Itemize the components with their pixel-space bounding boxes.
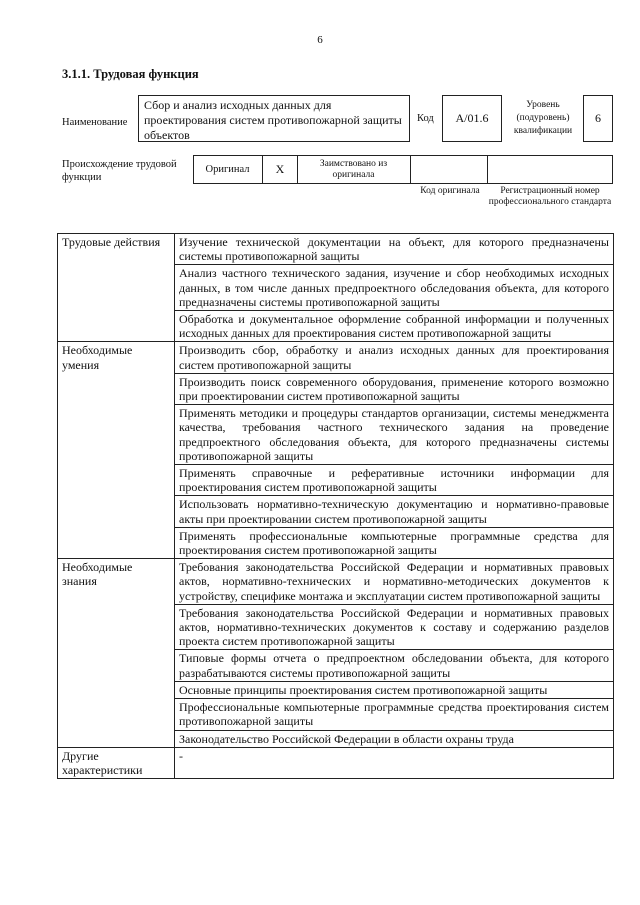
code-original-caption: Код оригинала: [420, 186, 480, 196]
table-row: [58, 373, 614, 404]
row-category: Необходимые знания: [62, 560, 133, 589]
borrowed-cell: [297, 155, 411, 184]
table-row: [58, 681, 614, 698]
section-title: 3.1.1. Трудовая функция: [62, 67, 199, 81]
table-cell: Производить поиск современного оборудования, применение которого возможно при проектировании систем противопожарной защиты: [175, 373, 614, 404]
origin-label: Происхождение трудовой функции: [62, 159, 177, 183]
table-cell: Основные принципы проектирования систем противопожарной защиты: [175, 681, 614, 698]
table-row: [58, 527, 614, 558]
category-cell-continued: [58, 265, 175, 311]
category-cell-continued: [58, 527, 175, 558]
table-cell: Законодательство Российской Федерации в области охраны труда: [175, 730, 614, 747]
category-cell: [58, 234, 175, 265]
row-category: Необходимые умения: [62, 343, 133, 372]
category-cell-continued: [58, 405, 175, 465]
table-row: [58, 699, 614, 730]
table-row: [58, 465, 614, 496]
category-cell-continued: [58, 650, 175, 681]
table-row: [58, 496, 614, 527]
original-mark: X: [275, 162, 285, 176]
table-row: [58, 405, 614, 465]
table-cell: Требования законодательства Российской Федерации и нормативных правовых актов, нормативно-технических и нормативно-методических документов к устройству, специфике монтажа и эксплуатации систем противопожарной защиты: [175, 559, 614, 605]
table-cell: -: [175, 747, 614, 778]
category-cell: [58, 747, 175, 778]
table-cell: Профессиональные компьютерные программные средства проектирования систем противопожарной защиты: [175, 699, 614, 730]
level-value: 6: [595, 111, 601, 125]
table-row: [58, 265, 614, 311]
row-category: Другие характеристики: [62, 748, 143, 777]
original-label: Оригинал: [205, 164, 250, 175]
table-row: [58, 604, 614, 650]
table-row: [58, 311, 614, 342]
table-cell: Обработка и документальное оформление собранной информации и полученных исходных данных для проектирования систем противопожарной защиты: [175, 311, 614, 342]
level-value-box: [583, 95, 613, 142]
name-value: Сбор и анализ исходных данных для проектирования систем противопожарной защиты объектов: [144, 98, 402, 142]
table-row: [58, 342, 614, 373]
origin-divider: [487, 155, 488, 184]
code-value-box: [442, 95, 502, 142]
category-cell: [58, 559, 175, 605]
original-mark-cell: [262, 155, 298, 184]
category-cell-continued: [58, 311, 175, 342]
table-cell: Требования законодательства Российской Федерации и нормативных правовых актов, нормативно-технических документов к составу и содержанию разделов проекта систем противопожарной защиты: [175, 604, 614, 650]
table-cell: Типовые формы отчета о предпроектном обследовании объекта, для которого разрабатываются системы противопожарной защиты: [175, 650, 614, 681]
table-cell: Применять профессиональные компьютерные программные средства для проектирования систем противопожарной защиты: [175, 527, 614, 558]
category-cell: [58, 342, 175, 373]
row-category: Трудовые действия: [62, 235, 161, 249]
category-cell-continued: [58, 496, 175, 527]
table-cell: Производить сбор, обработку и анализ исходных данных для проектирования систем противопожарной защиты: [175, 342, 614, 373]
category-cell-continued: [58, 699, 175, 730]
category-cell-continued: [58, 604, 175, 650]
work-function-table: [57, 233, 614, 779]
category-cell-continued: [58, 373, 175, 404]
code-value: A/01.6: [455, 111, 489, 125]
category-cell-continued: [58, 681, 175, 698]
name-label: Наименование: [62, 117, 128, 128]
table-cell: Изучение технической документации на объект, для которого предназначены системы противопожарной защиты: [175, 234, 614, 265]
code-label: Код: [417, 113, 434, 124]
name-value-box: [138, 95, 410, 142]
table-row: [58, 747, 614, 778]
original-cell: [193, 155, 262, 184]
category-cell-continued: [58, 465, 175, 496]
table-row: [58, 559, 614, 605]
category-cell-continued: [58, 730, 175, 747]
table-cell: Использовать нормативно-техническую документацию и нормативно-правовые акты при проектировании систем противопожарной защиты: [175, 496, 614, 527]
table-cell: Анализ частного технического задания, изучение и сбор необходимых исходных данных, в том числе данных предпроектного обследования объекта, для которого предназначены системы противопожарной защиты: [175, 265, 614, 311]
level-label: Уровень (подуровень) квалификации: [513, 100, 573, 136]
table-cell: Применять справочные и реферативные источники информации для проектирования систем противопожарной защиты: [175, 465, 614, 496]
page-number: 6: [317, 34, 323, 46]
table-cell: Применять методики и процедуры стандартов организации, системы менеджмента качества, требования частного технического задания на проведение предпроектного обследования объекта, для которого предназначены системы противопожарной защиты: [175, 405, 614, 465]
table-row: [58, 234, 614, 265]
reg-number-caption: Регистрационный номер профессионального стандарта: [488, 186, 612, 207]
table-row: [58, 650, 614, 681]
table-row: [58, 730, 614, 747]
borrowed-label: Заимствовано из оригинала: [319, 158, 388, 180]
